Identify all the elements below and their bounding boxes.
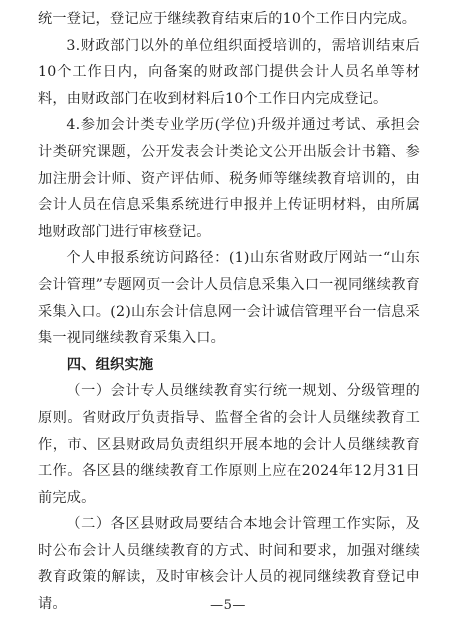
paragraph-section-4-2: （二）各区县财政局要结合本地会计管理工作实际，及时公布会计人员继续教育的方式、时间和要求，加强对继续教育政策的解读，及时审核会计人员的视同继续教育登记申请。 bbox=[38, 516, 420, 613]
page-number: —5— bbox=[210, 598, 246, 613]
paragraph-item-3: 3.财政部门以外的单位组织面授培训的，需培训结束后10个工作日内，向备案的财政部门提供会计人员名单等材料，由财政部门在收到材料后10个工作日内完成登记。 bbox=[38, 37, 420, 107]
paragraph-access-path: 个人申报系统访问路径：(1)山东省财政厅网站一“山东会计管理”专题网页一会计人员信息采集入口一视同继续教育采集入口。(2)山东会计信息网一会计诚信管理平台一信息采集一视同继续教育采集入口。 bbox=[38, 250, 420, 347]
paragraph-section-4-1: （一）会计专人员继续教育实行统一规划、分级管理的原则。省财政厅负责指导、监督全省的会计人员继续教育工作，市、区县财政局负责组织开展本地的会计人员继续教育工作。各区县的继续教育工作原则上应在2024年12月31日前完成。 bbox=[38, 383, 420, 506]
paragraph-continuation: 统一登记，登记应于继续教育结束后的10个工作日内完成。 bbox=[38, 11, 417, 27]
section-heading-organization: 四、组织实施 bbox=[66, 356, 154, 373]
paragraph-item-4: 4.参加会计类专业学历(学位)升级并通过考试、承担会计类研究课题，公开发表会计类论文公开出版会计书籍、参加注册会计师、资产评估师、税务师等继续教育培训的，由会计人员在信息采集系统进行申报并上传证明材料，由所属地财政部门进行审核登记。 bbox=[38, 117, 420, 240]
